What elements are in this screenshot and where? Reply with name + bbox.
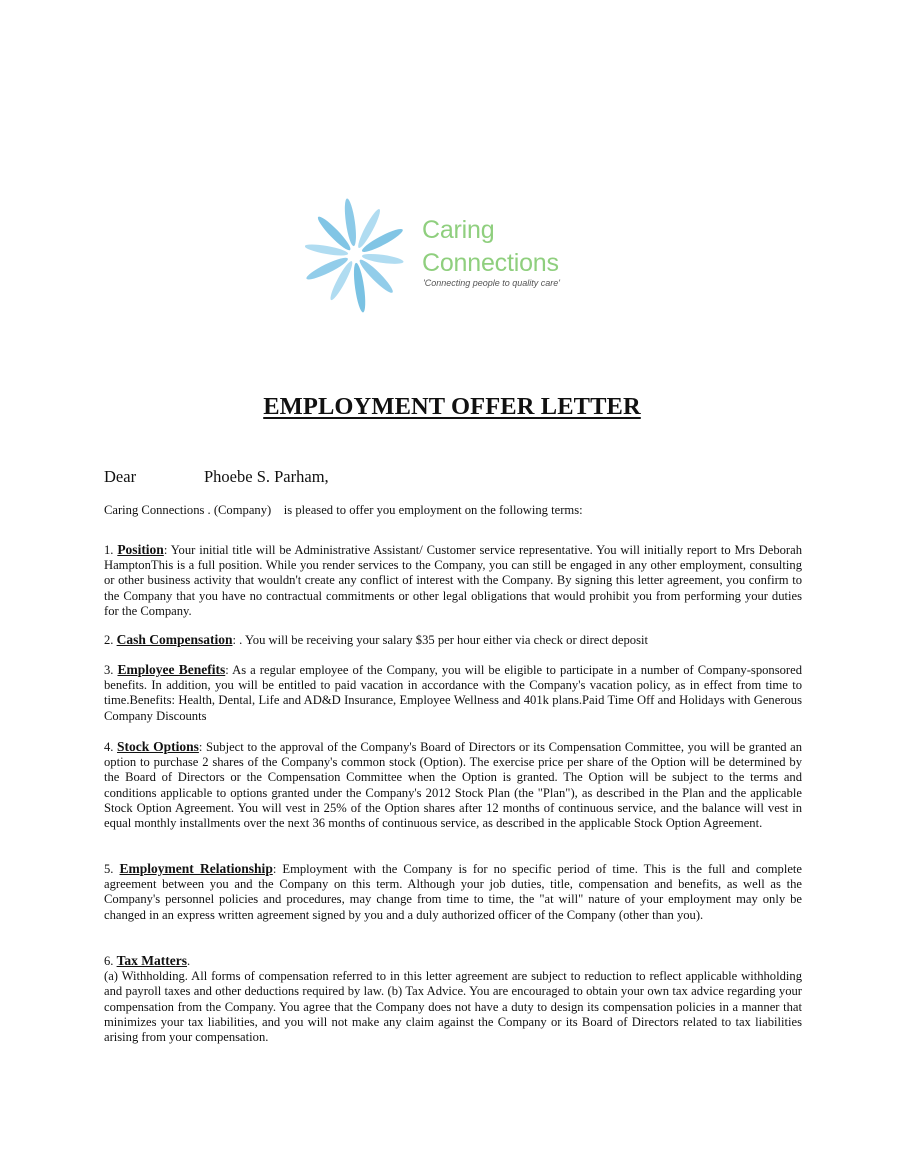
- section-body: . You will be receiving your salary $35 per hour either via check or direct deposit: [236, 633, 648, 647]
- company-logo: [305, 198, 625, 316]
- section-body: (a) Withholding. All forms of compensation referred to in this letter agreement are subject to reduction to reflect applicable withholding and payroll taxes and other deductions required by law. (b) Tax Advice. You are encouraged to obtain your own tax advice regarding your compensation from the Company. You agree that the Company does not have a duty to design its compensation policies in a manner that minimizes your tax liabilities, and you will not make any claim against the Company or its Board of Directors related to tax liabilities arising from your compensation.: [104, 969, 802, 1045]
- section-separator: :: [198, 740, 203, 754]
- section-heading: Cash Compensation: [116, 632, 233, 647]
- section-heading: Tax Matters: [116, 953, 187, 968]
- document-title: EMPLOYMENT OFFER LETTER: [263, 393, 641, 420]
- section-employment-relationship: [104, 861, 802, 923]
- flower-logo-icon: [305, 198, 415, 316]
- section-heading: Employee Benefits: [117, 662, 226, 677]
- section-tax-matters: [104, 953, 802, 1045]
- section-number: 5.: [104, 862, 120, 876]
- section-position: [104, 542, 802, 619]
- salutation-word: Dear: [104, 467, 137, 486]
- section-separator: :: [232, 633, 236, 647]
- logo-name-line2: Connections: [422, 249, 559, 277]
- section-body: As a regular employee of the Company, you will be eligible to participate in a number of Company-sponsored benefits. In addition, you will be entitled to paid vacation in accordance with the Company's vacation policy, as in effect from time to time.Benefits: Health, Dental, Life and AD&D Insurance, Employee Wellness and 401k plans.Paid Time Off and Holidays with Generous Company Discounts: [104, 663, 802, 723]
- section-number: 2.: [104, 633, 117, 647]
- section-employee-benefits: [104, 662, 802, 724]
- section-number: 3.: [104, 663, 118, 677]
- section-heading: Position: [117, 542, 164, 557]
- section-separator: .: [186, 954, 191, 968]
- salutation: [104, 467, 329, 487]
- section-number: 1.: [104, 543, 118, 557]
- section-number: 4.: [104, 740, 118, 754]
- logo-name-line1: Caring: [422, 216, 495, 244]
- section-separator: :: [225, 663, 229, 677]
- section-heading: Employment Relationship: [119, 861, 273, 876]
- section-separator: :: [272, 862, 277, 876]
- section-number: 6.: [104, 954, 117, 968]
- section-heading: Stock Options: [117, 739, 199, 754]
- recipient-name: Phoebe S. Parham,: [204, 467, 329, 486]
- section-body: Subject to the approval of the Company's Board of Directors or its Compensation Committee, you will be granted an option to purchase 2 shares of the Company's common stock (Option). The exercise price per share of the Option will be determined by the Board of Directors or the Compensation Committee when the Option is granted. The Option will be subject to the terms and conditions applicable to options granted under the Company's 2012 Stock Plan (the "Plan"), as described in the Plan and the applicable Stock Option Agreement. You will vest in 25% of the Option shares after 12 months of continuous service, and the balance will vest in equal monthly installments over the next 36 months of continuous service, as described in the applicable Stock Option Agreement.: [104, 740, 803, 831]
- logo-tagline: 'Connecting people to quality care': [423, 278, 561, 288]
- section-body: Employment with the Company is for no specific period of time. This is the full and complete agreement between you and the Company on this term. Although your job duties, title, compensation and benefits, as well as the Company's personnel policies and procedures, may change from time to time, the "at will" nature of your employment may only be changed in an express written agreement signed by you and a duly authorized officer of the Company (other than you).: [104, 862, 802, 922]
- section-separator: :: [163, 543, 168, 557]
- section-stock-options: [104, 739, 802, 831]
- section-cash-compensation: [104, 632, 802, 648]
- intro-paragraph: Caring Connections . (Company) is pleased to offer you employment on the following terms:: [104, 503, 583, 517]
- section-body: Your initial title will be Administrative Assistant/ Customer service representative. You will initially report to Mrs Deborah HamptonThis is a full position. While you render services to the Company, you can still be engaged in any other employment, consulting or other business activity that wouldn't create any conflict of interest with the Company. By signing this letter agreement, you confirm to the Company that you have no contractual commitments or other legal obligations that would prohibit you from performing your duties for the Company.: [104, 543, 802, 618]
